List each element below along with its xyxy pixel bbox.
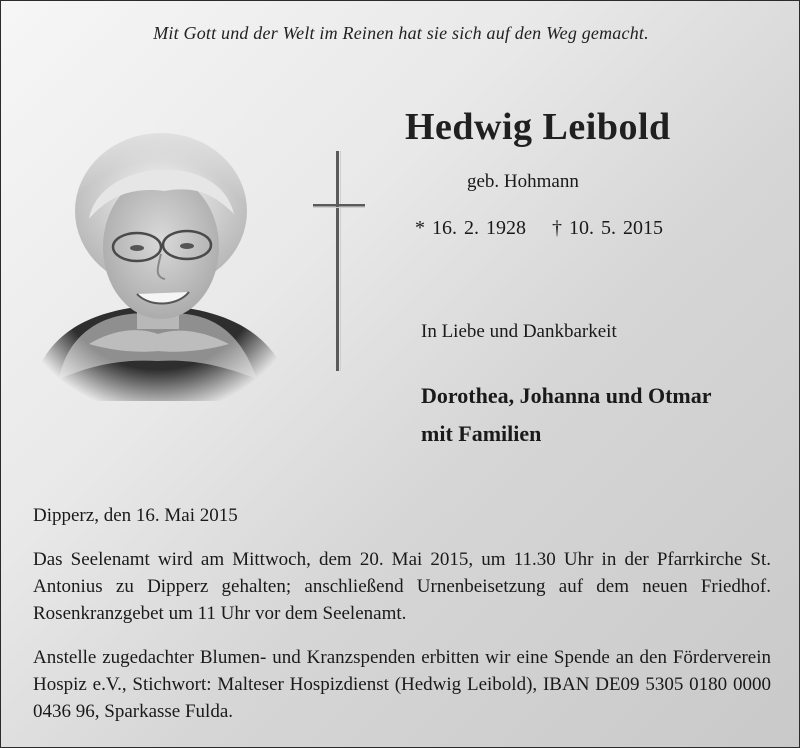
motto: Mit Gott und der Welt im Reinen hat sie sich auf den Weg gemacht. [153, 23, 649, 43]
life-dates [415, 217, 663, 240]
family-line-2: mit Familien [421, 421, 542, 446]
cross-icon [311, 151, 367, 373]
service-paragraph: Das Seelenamt wird am Mittwoch, dem 20. Mai 2015, um 11.30 Uhr in der Pfarrkirche St. Antonius zu Dipperz gehalten; anschließend Urnenbeisetzung auf dem neuen Friedhof. Rosenkranzgebet um 11 Uhr vor dem Seelenamt. [33, 549, 771, 624]
family-line-1: Dorothea, Johanna und Otmar [421, 383, 712, 408]
donation-paragraph: Anstelle zugedachter Blumen- und Kranzspenden erbitten wir eine Spende an den Förderverein Hospiz e.V., Stichwort: Malteser Hospizdienst (Hedwig Leibold), IBAN DE09 5305 0180 0000 0436 96, Sparkasse Fulda. [33, 647, 771, 722]
family-names [421, 377, 712, 453]
portrait-photo [19, 129, 297, 401]
deceased-name: Hedwig Leibold [405, 106, 671, 148]
dedication: In Liebe und Dankbarkeit [421, 321, 617, 342]
maiden-name: geb. Hohmann [467, 171, 579, 192]
birth-date: * 16. 2. 1928 [415, 217, 526, 239]
death-date: † 10. 5. 2015 [552, 217, 663, 239]
place-date: Dipperz, den 16. Mai 2015 [33, 505, 238, 526]
